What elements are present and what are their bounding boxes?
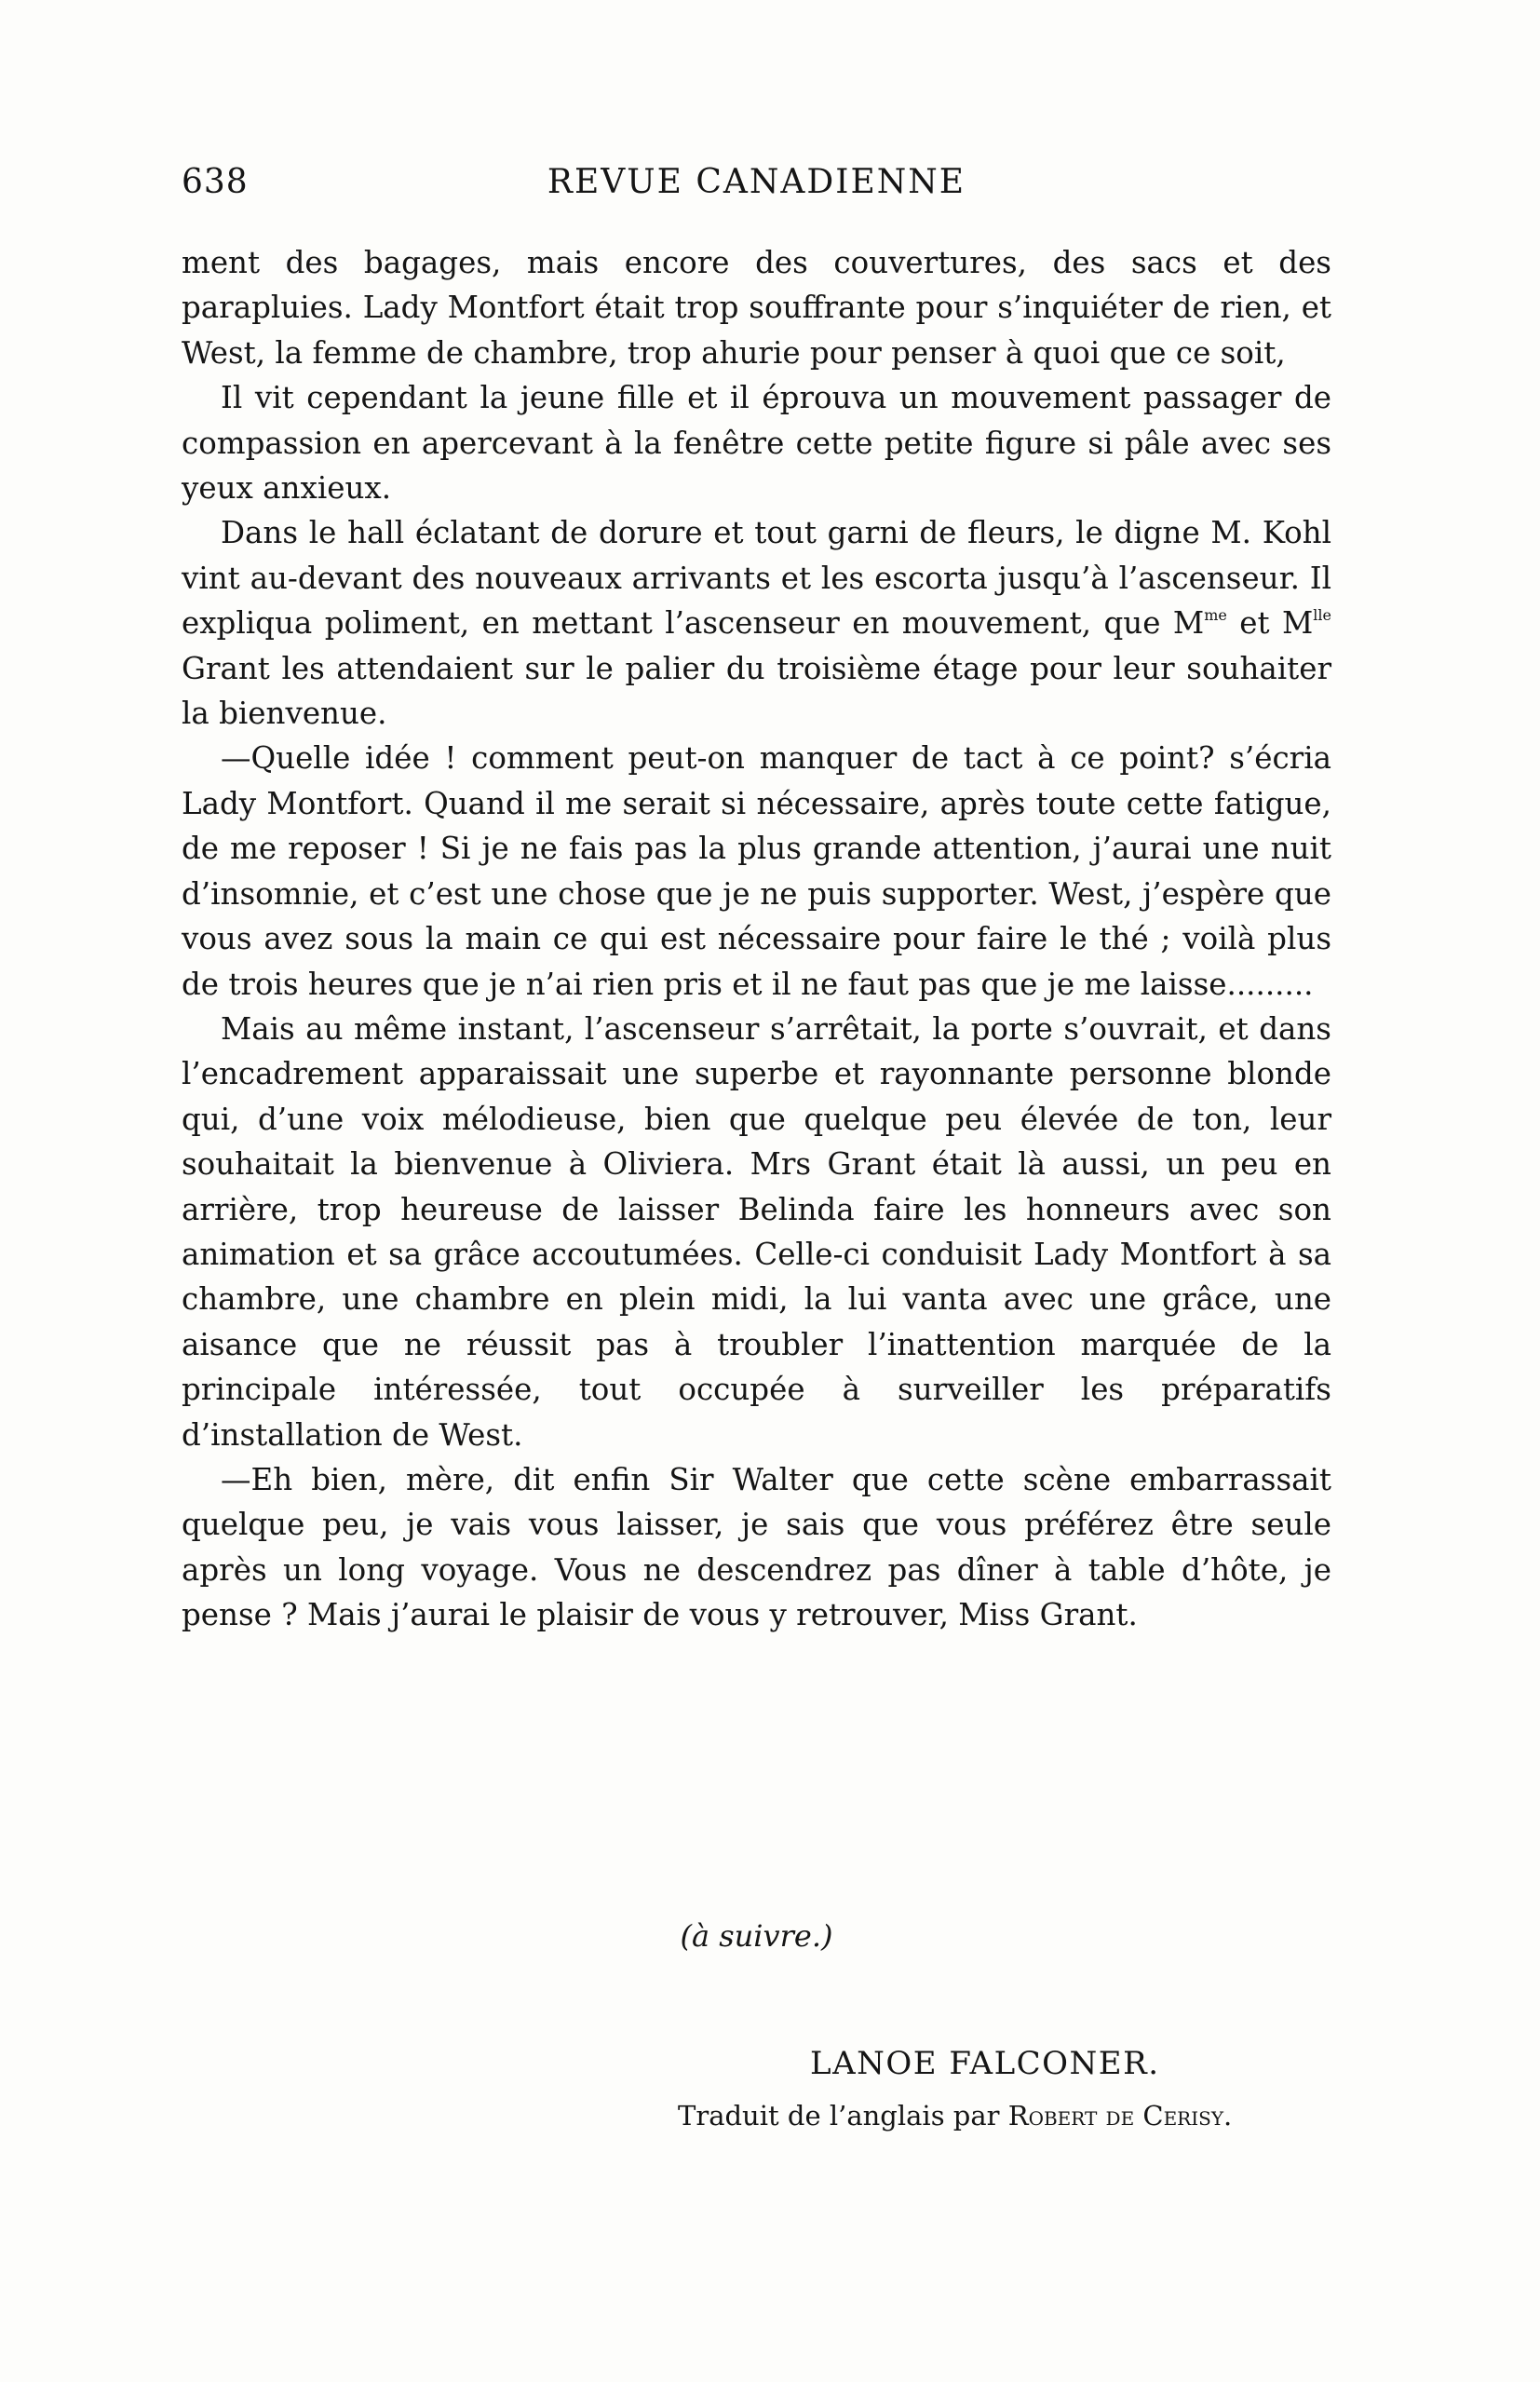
paragraph-1: ment des bagages, mais encore des couvertures, des sacs et des parapluies. Lady Montfort était trop souffrante pour s’inquiéter de rien, et West, la femme de chambre, trop ahurie pour penser à quoi que ce soit, bbox=[182, 245, 1331, 371]
title-joiner: et bbox=[1226, 605, 1283, 642]
paragraph-2: Il vit cependant la jeune fille et il éprouva un mouvement passager de compassion en apercevant à la fenêtre cette petite figure si pâle avec ses yeux anxieux. bbox=[182, 380, 1331, 507]
to-be-continued: (à suivre.) bbox=[680, 1918, 833, 1954]
translator-name: Robert de Cerisy. bbox=[1007, 2100, 1233, 2132]
paragraph-3-rest: Grant les attendaient sur le palier du troisième étage pour leur souhaiter la bienvenue. bbox=[182, 650, 1331, 732]
paragraph-4: —Quelle idée ! comment peut-on manquer de tact à ce point? s’écria Lady Montfort. Quand il me serait si nécessaire, après toute cette fatigue, de me reposer ! Si je ne fais pas la plus grande attention, j’aurai une nuit d’insomnie, et c’est une chose que je ne puis supporter. West, j’espère que vous avez sous la main ce qui est nécessaire pour faire le thé ; voilà plus de trois heures que je n’ai rien pris et il ne faut pas que je me laisse......... bbox=[182, 740, 1331, 1002]
paragraph-3 bbox=[182, 510, 1331, 736]
paragraph-5: Mais au même instant, l’ascenseur s’arrêtait, la porte s’ouvrait, et dans l’encadrement apparaissait une superbe et rayonnante personne blonde qui, d’une voix mélodieuse, bien que quelque peu élevée de ton, leur souhaitait la bienvenue à Oliviera. Mrs Grant était là aussi, un peu en arrière, trop heureuse de laisser Belinda faire les honneurs avec son animation et sa grâce accoutumées. Celle-ci conduisit Lady Montfort à sa chambre, une chambre en plein midi, la lui vanta avec une grâce, une aisance que ne réussit pas à troubler l’inattention marquée de la principale intéressée, tout occupée à surveiller les préparatifs d’installation de West. bbox=[182, 1010, 1331, 1453]
running-title: REVUE CANADIENNE bbox=[547, 163, 966, 201]
author-signature: LANOE FALCONER. bbox=[810, 2045, 1160, 2082]
body-text bbox=[182, 240, 1331, 1638]
paragraph-6: —Eh bien, mère, dit enfin Sir Walter que cette scène embarrassait quelque peu, je vais vous laisser, je sais que vous préférez être seule après un long voyage. Vous ne descendrez pas dîner à table d’hôte, je pense ? Mais j’aurai le plaisir de vous y retrouver, Miss Grant. bbox=[182, 1461, 1331, 1633]
translation-prefix: Traduit de l’anglais par bbox=[678, 2100, 1008, 2132]
paragraph-3-text: Dans le hall éclatant de dorure et tout garni de fleurs, le digne M. Kohl vint au-devant des nouveaux arrivants et les escorta jusqu’à l’ascenseur. Il expliqua poliment, en mettant l’ascenseur en mouvement, que bbox=[182, 515, 1331, 642]
page-header bbox=[182, 163, 1331, 210]
translation-credit bbox=[678, 2100, 1232, 2132]
title-mme: $M^{me}$ bbox=[1172, 605, 1227, 642]
title-mlle: $M^{lle}$ bbox=[1282, 605, 1331, 642]
page-number: 638 bbox=[182, 163, 249, 201]
